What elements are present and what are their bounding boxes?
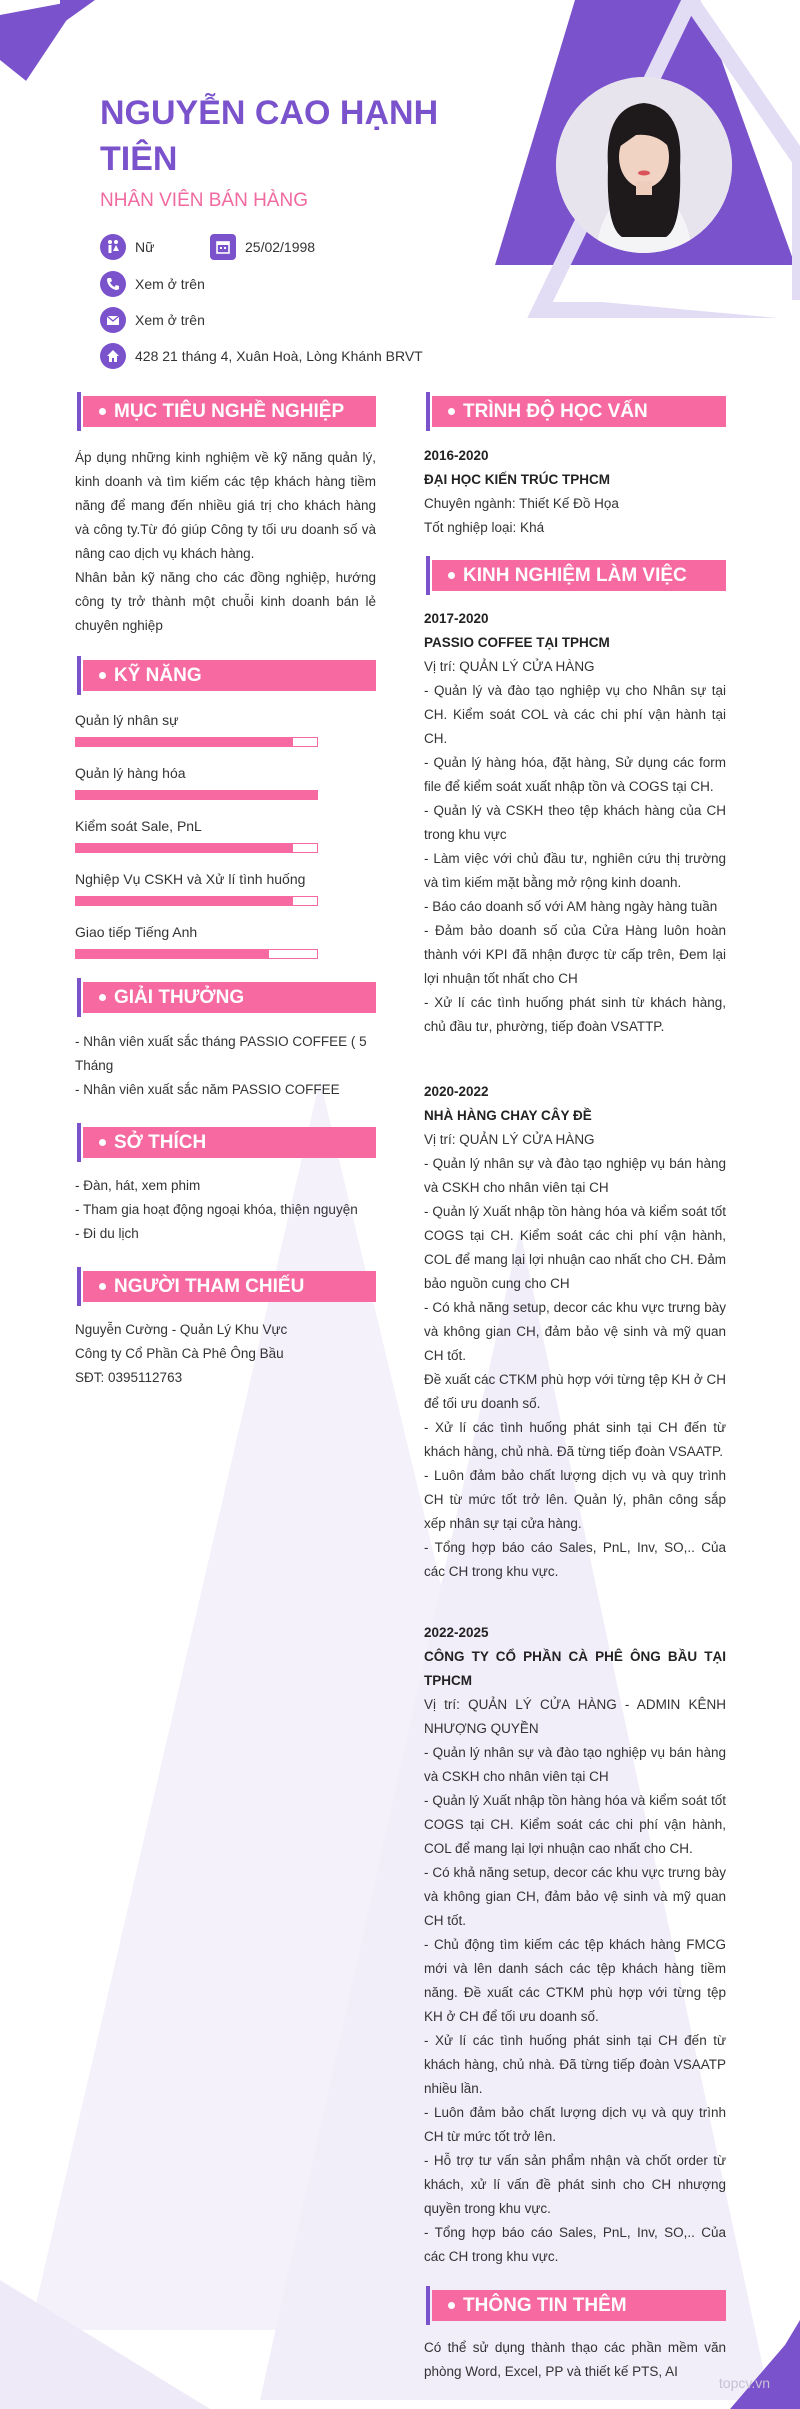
skill-bar-fill [76, 791, 317, 799]
job-detail: Vị trí: QUẢN LÝ CỬA HÀNG - ADMIN KÊNH NHƯỢNG QUYỀN [424, 1697, 726, 1736]
hobbies-text: - Đàn, hát, xem phim - Tham gia hoạt động ngoại khóa, thiện nguyện - Đi du lịch [75, 1178, 358, 1241]
watermark: topcv.vn [718, 2375, 770, 2391]
job-years: 2022-2025 [424, 1625, 489, 1640]
job-detail: - Xử lí các tình huống phát sinh từ khách hàng, chủ đầu tư, phường, tiếp đoàn VSATTP. [424, 995, 726, 1034]
job-detail: - Quản lý nhân sự và đào tạo nghiệp vụ bán hàng và CSKH cho nhân viên tại CH [424, 1156, 726, 1195]
home-icon [100, 343, 126, 369]
more-info-heading: THÔNG TIN THÊM [432, 2290, 726, 2321]
email-icon [100, 307, 126, 333]
education-heading: TRÌNH ĐỘ HỌC VẤN [432, 396, 726, 427]
phone-row [100, 271, 205, 297]
job-detail: - Quản lý nhân sự và đào tạo nghiệp vụ bán hàng và CSKH cho nhân viên tại CH [424, 1745, 726, 1784]
job-detail: - Có khả năng setup, decor các khu vực trưng bày và không gian CH, đảm bảo vệ sinh và mỹ quan CH tốt. [424, 1865, 726, 1928]
job-detail: - Quản lý Xuất nhập tồn hàng hóa và kiểm soát tốt COGS tại CH. Kiểm soát các chi phí vận hành, COL để mang lại lợi nhuận cao nhất cho CH. [424, 1793, 726, 1856]
objective-text: Áp dụng những kinh nghiệm về kỹ năng quản lý, kinh doanh và tìm kiếm các tệp khách hàng tiềm năng để mang đến nhiều giá trị cho khách hàng và công ty.Từ đó giúp Công ty tối ưu doanh số và nâng cao dịch vụ khách hàng. Nhân bản kỹ năng cho các đồng nghiệp, hướng công ty trở thành một chuỗi kinh doanh bán lẻ chuyên nghiệp [75, 450, 376, 633]
skill-label: Giao tiếp Tiếng Anh [75, 924, 198, 940]
calendar-icon [210, 234, 236, 260]
job-detail: - Quản lý và CSKH theo tệp khách hàng của CH trong khu vực [424, 803, 726, 842]
job-years: 2020-2022 [424, 1084, 489, 1099]
awards-heading: GIẢI THƯỞNG [83, 982, 376, 1013]
job-detail: - Đảm bảo doanh số của Cửa Hàng luôn hoàn thành với KPI đã nhận được từ cấp trên, Đem lại lợi nhuận tốt nhất cho CH [424, 923, 726, 986]
skill-bar [75, 843, 318, 853]
email-value: Xem ở trên [135, 312, 205, 328]
references-heading: NGƯỜI THAM CHIẾU [83, 1271, 376, 1302]
job-company: CÔNG TY CỔ PHẦN CÀ PHÊ ÔNG BẦU TẠI TPHCM [424, 1649, 726, 1688]
skill-label: Quản lý nhân sự [75, 712, 179, 728]
job-detail: - Chủ động tìm kiếm các tệp khách hàng FMCG mới và lên danh sách các tệp khách hàng tiềm năng. Đề xuất các CTKM phù hợp với từng tệp KH ở CH để tối ưu doanh số. [424, 1937, 726, 2024]
job-entry [424, 607, 726, 1039]
job-company: NHÀ HÀNG CHAY CÂY ĐỀ [424, 1108, 592, 1123]
education-block: 2016-2020 ĐẠI HỌC KIẾN TRÚC TPHCM Chuyên ngành: Thiết Kế Đồ Họa Tốt nghiệp loại: Khá [424, 448, 619, 535]
job-detail: Vị trí: QUẢN LÝ CỬA HÀNG [424, 1132, 595, 1147]
job-detail: - Luôn đảm bảo chất lượng dịch vụ và quy trình CH từ mức tốt trở lên. [424, 2105, 726, 2144]
address-row [100, 343, 423, 369]
birthdate-row [210, 234, 315, 260]
job-detail: - Xử lí các tình huống phát sinh tại CH đến từ khách hàng, chủ nhà. Đã từng tiếp đoàn VSAATP nhiều lần. [424, 2033, 726, 2096]
skill-label: Nghiệp Vụ CSKH và Xử lí tình huống [75, 871, 306, 887]
job-detail: - Quản lý hàng hóa, đặt hàng, Sử dụng các form file để kiểm soát xuất nhập tồn và COGS tại CH. [424, 755, 726, 794]
job-detail: - Báo cáo doanh số với AM hàng ngày hàng tuần [424, 899, 718, 914]
skill-label: Kiểm soát Sale, PnL [75, 818, 202, 834]
job-detail: - Tổng hợp báo cáo Sales, PnL, Inv, SO,.. Của các CH trong khu vực. [424, 2225, 726, 2264]
skill-bar [75, 896, 318, 906]
gender-value: Nữ [135, 239, 155, 255]
skill-bar [75, 737, 318, 747]
skill-label: Quản lý hàng hóa [75, 765, 186, 781]
avatar [556, 77, 732, 253]
hobbies-heading: SỞ THÍCH [83, 1127, 376, 1158]
references-text: Nguyễn Cường - Quản Lý Khu Vực Công ty Cổ Phần Cà Phê Ông Bầu SĐT: 0395112763 [75, 1322, 288, 1385]
skill-bar-fill [76, 844, 293, 852]
email-row [100, 307, 205, 333]
phone-icon [100, 271, 126, 297]
job-title: NHÂN VIÊN BÁN HÀNG [100, 190, 308, 211]
job-entry [424, 1080, 726, 1584]
awards-text: - Nhân viên xuất sắc tháng PASSIO COFFEE ( 5 Tháng - Nhân viên xuất sắc năm PASSIO COFFEE [75, 1034, 367, 1097]
candidate-name: NGUYỄN CAO HẠNH TIÊN [100, 94, 439, 178]
skill-bar [75, 949, 318, 959]
phone-value: Xem ở trên [135, 276, 205, 292]
gender-icon [100, 234, 126, 260]
skill-bar-fill [76, 897, 293, 905]
skill-bar-fill [76, 950, 269, 958]
job-detail: Vị trí: QUẢN LÝ CỬA HÀNG [424, 659, 595, 674]
skill-bar-fill [76, 738, 293, 746]
job-entry [424, 1621, 726, 2269]
job-years: 2017-2020 [424, 611, 489, 626]
job-detail: - Xử lí các tình huống phát sinh tại CH đến từ khách hàng, chủ nhà. Đã từng tiếp đoàn VSAATP. [424, 1420, 726, 1459]
job-detail: - Có khả năng setup, decor các khu vực trưng bày và không gian CH, đảm bảo vệ sinh và mỹ quan CH tốt. [424, 1300, 726, 1363]
job-detail: - Quản lý Xuất nhập tồn hàng hóa và kiểm soát tốt COGS tại CH. Kiểm soát các chi phí vận hành, COL để mang lại lợi nhuận cao nhất cho CH. Đảm bảo nguồn cung cho CH [424, 1204, 726, 1291]
job-detail: - Làm việc với chủ đầu tư, nghiên cứu thị trường và tìm kiếm mặt bằng mở rộng kinh doanh. [424, 851, 726, 890]
more-info-text: Có thể sử dụng thành thạo các phần mềm văn phòng Word, Excel, PP và thiết kế PTS, AI [424, 2340, 726, 2379]
job-detail: - Luôn đảm bảo chất lượng dịch vụ và quy trình CH từ mức tốt trở lên. Quản lý, phân công sắp xếp nhân sự tại cửa hàng. [424, 1468, 726, 1531]
address-value: 428 21 tháng 4, Xuân Hoà, Lòng Khánh BRVT [135, 348, 423, 364]
objective-heading: MỤC TIÊU NGHỀ NGHIỆP [83, 396, 376, 427]
skill-bar [75, 790, 318, 800]
gender-row [100, 234, 154, 260]
job-detail: - Hỗ trợ tư vấn sản phẩm nhận và chốt order từ khách, xử lí vấn đề phát sinh cho CH nhượng quyền trong khu vực. [424, 2153, 726, 2216]
job-company: PASSIO COFFEE TẠI TPHCM [424, 635, 610, 650]
job-detail: Đề xuất các CTKM phù hợp với từng tệp KH ở CH để tối ưu doanh số. [424, 1372, 726, 1411]
experience-heading: KINH NGHIỆM LÀM VIỆC [432, 560, 726, 591]
job-detail: - Tổng hợp báo cáo Sales, PnL, Inv, SO,.. Của các CH trong khu vực. [424, 1540, 726, 1579]
skills-heading: KỸ NĂNG [83, 660, 376, 691]
job-detail: - Quản lý và đào tạo nghiệp vụ cho Nhân sự tại CH. Kiểm soát COL và các chi phí vận hành tại CH. [424, 683, 726, 746]
birthdate-value: 25/02/1998 [245, 239, 316, 255]
